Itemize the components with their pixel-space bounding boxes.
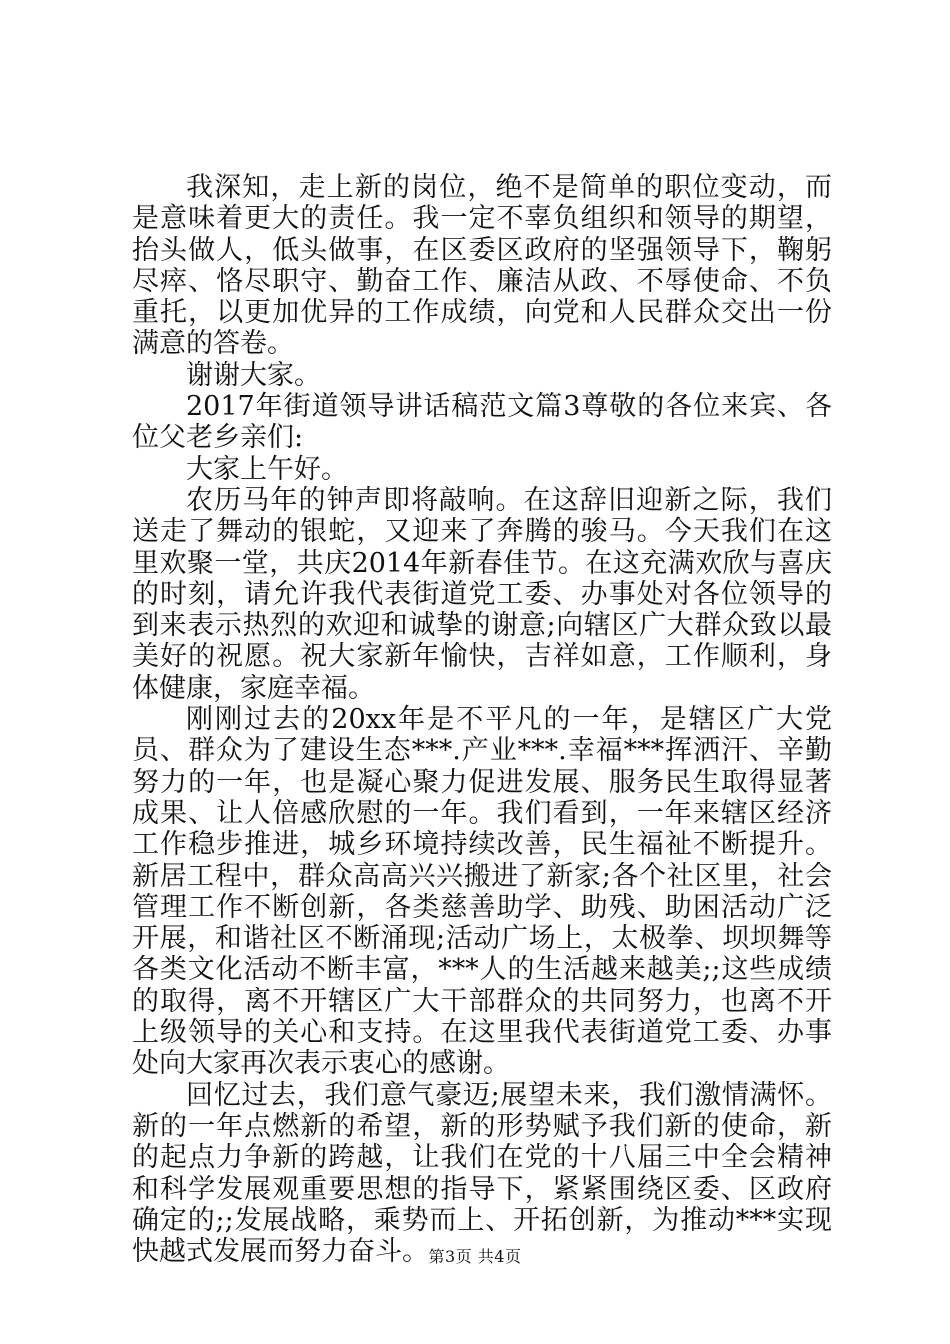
paragraph: 农历马年的钟声即将敲响。在这辞旧迎新之际，我们送走了舞动的银蛇，又迎来了奔腾的骏马。今天我们在这里欢聚一堂，共庆2014年新春佳节。在这充满欢欣与喜庆的时刻，请允许我代表街道党工委、办事处对各位领导的到来表示热烈的欢迎和诚挚的谢意;向辖区广大群众致以最美好的祝愿。祝大家新年愉快，吉祥如意，工作顺利，身体健康，家庭幸福。 [132,484,832,704]
page-number-footer: 第3页 共4页 [428,1247,522,1266]
paragraph: 2017年街道领导讲话稿范文篇3尊敬的各位来宾、各位父老乡亲们: [132,391,832,454]
paragraph: 大家上午好。 [186,453,348,485]
paragraph: 我深知，走上新的岗位，绝不是简单的职位变动，而是意味着更大的责任。我一定不辜负组织和领导的期望，抬头做人，低头做事，在区委区政府的坚强领导下，鞠躬尽瘁、恪尽职守、勤奋工作、廉洁从政、不辱使命、不负重托，以更加优异的工作成绩，向党和人民群众交出一份满意的答卷。 [132,172,832,360]
paragraph: 刚刚过去的20xx年是不平凡的一年，是辖区广大党员、群众为了建设生态***.产业***.幸福***挥洒汗、辛勤努力的一年，也是凝心聚力促进发展、服务民生取得显著成果、让人倍感欣慰的一年。我们看到，一年来辖区经济工作稳步推进，城乡环境持续改善，民生福祉不断提升。新居工程中，群众高高兴兴搬进了新家;各个社区里，社会管理工作不断创新，各类慈善助学、助残、助困活动广泛开展，和谐社区不断涌现;活动广场上，太极拳、坝坝舞等各类文化活动不断丰富，***人的生活越来越美;;这些成绩的取得，离不开辖区广大干部群众的共同努力，也离不开上级领导的关心和支持。在这里我代表街道党工委、办事处向大家再次表示衷心的感谢。 [132,704,832,1080]
paragraph: 谢谢大家。 [186,359,321,391]
document-body [132,172,832,1267]
paragraph: 回忆过去，我们意气豪迈;展望未来，我们激情满怀。新的一年点燃新的希望，新的形势赋予我们新的使命，新的起点力争新的跨越，让我们在党的十八届三中全会精神和科学发展观重要思想的指导下，紧紧围绕区委、区政府确定的;;发展战略，乘势而上、开拓创新，为推动***实现快越式发展而努力奋斗。 [132,1079,832,1268]
